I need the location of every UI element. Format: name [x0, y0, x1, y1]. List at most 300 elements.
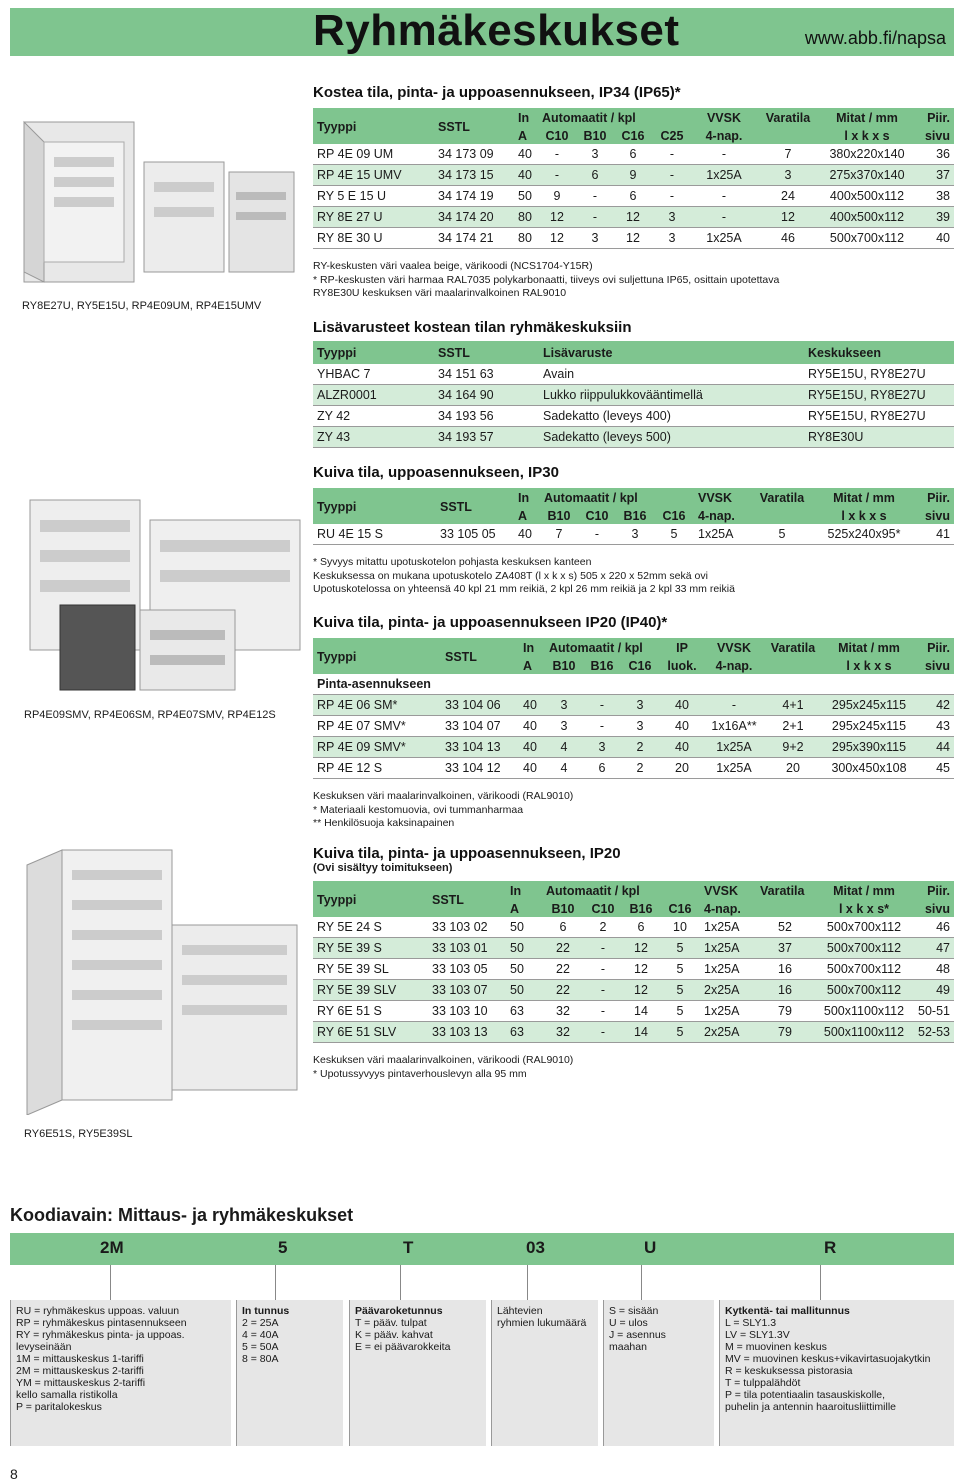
- code-box-groups: [491, 1300, 598, 1446]
- notes: [313, 790, 573, 831]
- col-mitat: Mitat / mm: [833, 883, 895, 898]
- table-cell: RY 6E 51 SLV: [313, 1022, 428, 1043]
- table-cell: 34 164 90: [434, 385, 539, 406]
- col-in-unit: A: [518, 508, 528, 523]
- table-cell: 40: [914, 228, 954, 249]
- table-cell: 500x700x112: [814, 938, 914, 959]
- table-row: [313, 716, 954, 737]
- table-cell: RY 5E 39 SLV: [313, 980, 428, 1001]
- table-cell: M = muovinen keskus: [725, 1341, 827, 1353]
- table-row: [313, 695, 954, 716]
- table-cell: P = tila potentiaalin tasauskiskolle,: [725, 1389, 886, 1401]
- table-cell: -: [652, 144, 692, 165]
- table-cell: 22: [542, 959, 584, 980]
- table-cell: 7: [540, 524, 578, 545]
- table-cell: 47: [914, 938, 954, 959]
- table-cell: 500x1100x112: [814, 1001, 914, 1022]
- table-cell: 16: [756, 959, 814, 980]
- col-in: In: [518, 490, 530, 505]
- table-cell: 40: [514, 144, 538, 165]
- table-cell: maahan: [609, 1341, 647, 1353]
- image-caption: RP4E09SMV, RP4E06SM, RP4E07SMV, RP4E12S: [24, 709, 276, 721]
- table-cell: 300x450x108: [823, 758, 915, 779]
- table-cell: ryhmien lukumäärä: [497, 1317, 587, 1329]
- table-cell: L = SLY1.3: [725, 1317, 777, 1329]
- table-cell: In tunnus: [242, 1305, 290, 1317]
- section-title: Lisävarusteet kostean tilan ryhmäkeskuksiin: [313, 319, 632, 336]
- table-cell: ALZR0001: [313, 385, 434, 406]
- table-cell: 33 103 13: [428, 1022, 506, 1043]
- col-ip: IP: [676, 640, 688, 655]
- table-cell: 34 174 19: [434, 186, 514, 207]
- table-cell: 63: [506, 1022, 542, 1043]
- table-cell: 8 = 80A: [242, 1353, 279, 1365]
- table-cell: 2 = 25A: [242, 1317, 279, 1329]
- table-cell: 33 103 10: [428, 1001, 506, 1022]
- table-cell: 3: [652, 207, 692, 228]
- table-cell: 2x25A: [700, 980, 756, 1001]
- table-cell: 2: [621, 737, 659, 758]
- table-cell: 12: [622, 959, 660, 980]
- table-row: [313, 737, 954, 758]
- table-cell: 5: [750, 524, 814, 545]
- notes: [313, 260, 779, 301]
- note-line: * Materiaali kestomuovia, ovi tummanharmaa: [313, 803, 524, 816]
- table-cell: RY5E15U, RY8E27U: [804, 364, 954, 385]
- table-cell: 1x25A: [692, 228, 756, 249]
- col-varatila: Varatila: [770, 640, 816, 655]
- table-cell: 2: [584, 917, 622, 938]
- table-cell: RP 4E 12 S: [313, 758, 441, 779]
- col-mitat-sub: l x k x s*: [838, 901, 890, 916]
- table-row: [313, 165, 954, 186]
- table-cell: U = ulos: [609, 1317, 648, 1329]
- table-cell: 20: [659, 758, 705, 779]
- code-box-main-fuse: [349, 1300, 486, 1446]
- table-cell: RP 4E 07 SMV*: [313, 716, 441, 737]
- table-cell: 3: [621, 716, 659, 737]
- table-row: [313, 917, 954, 938]
- col-in-unit: A: [523, 658, 533, 673]
- table-cell: 46: [914, 917, 954, 938]
- table-cell: 5: [660, 1022, 700, 1043]
- col-mitat-sub: l x k x s: [846, 658, 892, 673]
- table-row: [313, 758, 954, 779]
- col-piir-sub: sivu: [924, 658, 950, 673]
- col-auto-4: C16: [668, 901, 692, 916]
- col-auto-1: C10: [545, 128, 569, 143]
- notes: [313, 556, 735, 597]
- table-cell: 22: [542, 938, 584, 959]
- col-sstl: SSTL: [445, 649, 477, 664]
- table-cell: 1x25A: [692, 165, 756, 186]
- code-box-installation: [603, 1300, 714, 1446]
- table-cell: -: [584, 938, 622, 959]
- col-auto-4: C16: [662, 508, 686, 523]
- note-line: Keskuksen väri maalarinvalkoinen, värikoodi (RAL9010): [313, 790, 574, 802]
- table-cell: RP 4E 06 SM*: [313, 695, 441, 716]
- table-cell: 6: [614, 144, 652, 165]
- table-cell: RP = ryhmäkeskus pintasennukseen: [16, 1317, 187, 1329]
- table-cell: 1x25A: [700, 938, 756, 959]
- table-cell: 295x390x115: [823, 737, 915, 758]
- code-part: 2M: [100, 1238, 124, 1257]
- col-automaatit: Automaatit / kpl: [542, 110, 636, 125]
- col-sstl: SSTL: [432, 892, 464, 907]
- product-image-damp-cabinets: [14, 112, 302, 292]
- table-row: [313, 144, 954, 165]
- table-cell: 3: [545, 695, 583, 716]
- table-cell: -: [538, 144, 576, 165]
- group-row: [313, 674, 954, 695]
- product-image-dry-cabinets: [10, 480, 305, 700]
- col-vvsk-sub: 4-nap.: [705, 128, 743, 143]
- col-tyyppi: Tyyppi: [317, 649, 357, 664]
- col-auto-1: B10: [547, 508, 571, 523]
- table-cell: 295x245x115: [823, 716, 915, 737]
- code-part: T: [403, 1238, 414, 1257]
- col-automaatit: Automaatit / kpl: [544, 490, 638, 505]
- table-cell: kello samalla ristikolla: [16, 1389, 118, 1401]
- table-cell: 1x25A: [700, 1001, 756, 1022]
- table-cell: 2x25A: [700, 1022, 756, 1043]
- section-title: Kuiva tila, pinta- ja uppoasennukseen, IP20: [313, 845, 621, 862]
- table-cell: 40: [659, 737, 705, 758]
- table-cell: 34 173 09: [434, 144, 514, 165]
- table-cell: -: [576, 207, 614, 228]
- col-in: In: [510, 883, 522, 898]
- table-cell: 40: [514, 524, 540, 545]
- table-cell: 6: [614, 186, 652, 207]
- table-cell: 33 103 01: [428, 938, 506, 959]
- table-cell: 40: [519, 695, 545, 716]
- table-cell: Pinta-asennukseen: [313, 674, 954, 695]
- table-cell: 2: [621, 758, 659, 779]
- table-cell: RY 5 E 15 U: [313, 186, 434, 207]
- table-cell: 22: [542, 980, 584, 1001]
- dry-surface-ip20-ip40-table: [313, 638, 954, 779]
- table-cell: -: [652, 186, 692, 207]
- dry-flush-table: [313, 488, 954, 545]
- table-cell: 48: [914, 959, 954, 980]
- col-auto-4: C25: [660, 128, 684, 143]
- code-part: R: [824, 1238, 837, 1257]
- col-vvsk-sub: 4-nap.: [715, 658, 753, 673]
- table-cell: 500x700x112: [814, 959, 914, 980]
- col-mitat-sub: l x k x s: [844, 128, 890, 143]
- table-cell: 34 174 21: [434, 228, 514, 249]
- table-cell: 6: [542, 917, 584, 938]
- table-cell: 1x25A: [705, 758, 763, 779]
- table-cell: 12: [614, 207, 652, 228]
- table-cell: RY5E15U, RY8E27U: [804, 385, 954, 406]
- table-cell: ZY 42: [313, 406, 434, 427]
- col-auto-1: B10: [552, 658, 576, 673]
- table-cell: YM = mittauskeskus 2-tariffi: [16, 1377, 146, 1389]
- table-cell: T = tulppalähdöt: [725, 1377, 801, 1389]
- table-cell: 5: [654, 524, 694, 545]
- col-auto-3: B16: [629, 901, 653, 916]
- col-sstl: SSTL: [438, 119, 470, 134]
- table-cell: 12: [756, 207, 820, 228]
- table-cell: 16: [756, 980, 814, 1001]
- table-cell: 14: [622, 1001, 660, 1022]
- col-in: In: [523, 640, 535, 655]
- table-cell: 6: [576, 165, 614, 186]
- table-cell: 9+2: [763, 737, 823, 758]
- col-tyyppi: Tyyppi: [317, 892, 357, 907]
- note-line: * RP-keskusten väri harmaa RAL7035 polykarbonaatti, tiiveys ovi suljettuna IP65, osittain upotettava: [313, 273, 780, 286]
- page-number: 8: [10, 1466, 18, 1482]
- table-cell: -: [584, 980, 622, 1001]
- table-cell: 37: [756, 938, 814, 959]
- table-cell: -: [583, 716, 621, 737]
- col-piir: Piir.: [927, 883, 950, 898]
- table-cell: -: [584, 1001, 622, 1022]
- table-cell: 41: [914, 524, 954, 545]
- code-part: U: [644, 1238, 657, 1257]
- table-cell: -: [652, 165, 692, 186]
- damp-room-table: [313, 108, 954, 249]
- table-cell: 50: [514, 186, 538, 207]
- table-cell: 43: [915, 716, 954, 737]
- table-cell: 2+1: [763, 716, 823, 737]
- col-lisavaruste: Lisävaruste: [543, 346, 613, 360]
- table-cell: ZY 43: [313, 427, 434, 448]
- table-cell: 1M = mittauskeskus 1-tariffi: [16, 1353, 144, 1365]
- table-cell: 52: [756, 917, 814, 938]
- table-cell: 1x25A: [700, 959, 756, 980]
- table-cell: 33 103 07: [428, 980, 506, 1001]
- table-row: [313, 1001, 954, 1022]
- col-ip-sub: luok.: [667, 658, 697, 673]
- table-cell: 3: [583, 737, 621, 758]
- table-cell: 33 103 05: [428, 959, 506, 980]
- table-cell: RU 4E 15 S: [313, 524, 436, 545]
- dry-surface-ip20-table: [313, 881, 954, 1043]
- table-cell: 45: [915, 758, 954, 779]
- table-cell: 5: [660, 980, 700, 1001]
- table-cell: 3: [616, 524, 654, 545]
- code-box-model: [719, 1300, 954, 1446]
- table-cell: RY5E15U, RY8E27U: [804, 406, 954, 427]
- col-vvsk: VVSK: [706, 110, 742, 125]
- table-cell: 52-53: [914, 1022, 954, 1043]
- col-sstl: SSTL: [440, 499, 472, 514]
- col-in: In: [518, 110, 530, 125]
- table-cell: 50: [506, 980, 542, 1001]
- code-box-in: [236, 1300, 343, 1446]
- table-cell: K = pääv. kahvat: [355, 1329, 433, 1341]
- table-cell: 5: [660, 959, 700, 980]
- table-cell: 40: [514, 165, 538, 186]
- note-line: RY-keskusten väri vaalea beige, värikoodi (NCS1704-Y15R): [313, 260, 593, 272]
- page-title: Ryhmäkeskukset: [313, 6, 680, 55]
- col-varatila: Varatila: [765, 110, 811, 125]
- table-cell: 3: [576, 228, 614, 249]
- table-cell: -: [576, 186, 614, 207]
- table-cell: RY 5E 24 S: [313, 917, 428, 938]
- table-body: [313, 144, 954, 249]
- section-subtitle: (Ovi sisältyy toimitukseen): [313, 862, 453, 874]
- table-cell: 1x16A**: [705, 716, 763, 737]
- table-cell: 14: [622, 1022, 660, 1043]
- col-piir: Piir.: [927, 110, 950, 125]
- section-title: Kostea tila, pinta- ja uppoasennukseen, IP34 (IP65)*: [313, 84, 681, 101]
- table-cell: -: [584, 1022, 622, 1043]
- table-row: [313, 364, 954, 385]
- table-cell: 34 173 15: [434, 165, 514, 186]
- table-cell: RP 4E 15 UMV: [313, 165, 434, 186]
- table-cell: -: [692, 186, 756, 207]
- table-cell: 80: [514, 207, 538, 228]
- table-cell: E = ei päävarokkeita: [355, 1341, 451, 1353]
- table-cell: 32: [542, 1022, 584, 1043]
- table-cell: 500x700x112: [820, 228, 914, 249]
- table-cell: RY 5E 39 SL: [313, 959, 428, 980]
- col-auto-3: C16: [621, 128, 645, 143]
- table-cell: RY 8E 27 U: [313, 207, 434, 228]
- table-cell: 12: [538, 228, 576, 249]
- table-cell: 33 104 12: [441, 758, 519, 779]
- table-cell: levyseinään: [16, 1341, 72, 1353]
- table-cell: RY 5E 39 S: [313, 938, 428, 959]
- table-cell: 5: [660, 1001, 700, 1022]
- code-part: 5: [278, 1238, 288, 1257]
- table-row: [313, 938, 954, 959]
- table-cell: 32: [542, 1001, 584, 1022]
- table-row: [313, 427, 954, 448]
- table-cell: 34 151 63: [434, 364, 539, 385]
- col-mitat-sub: l x k x s: [841, 508, 887, 523]
- table-cell: RY 6E 51 S: [313, 1001, 428, 1022]
- col-vvsk-sub: 4-nap.: [704, 901, 741, 916]
- note-line: Keskuksessa on mukana upotuskotelo ZA408T (l x k x s) 505 x 220 x 52mm sekä ovi: [313, 569, 708, 582]
- table-cell: 33 105 05: [436, 524, 514, 545]
- table-cell: 500x700x112: [814, 917, 914, 938]
- col-auto-2: C10: [591, 901, 615, 916]
- table-row: [313, 207, 954, 228]
- table-row: [313, 385, 954, 406]
- table-cell: 33 104 06: [441, 695, 519, 716]
- table-cell: MV = muovinen keskus+vikavirtasuojakytkin: [725, 1353, 931, 1365]
- table-cell: 5 = 50A: [242, 1341, 279, 1353]
- table-cell: 38: [914, 186, 954, 207]
- table-cell: RP 4E 09 UM: [313, 144, 434, 165]
- page-header: [10, 8, 954, 56]
- col-vvsk-sub: 4-nap.: [698, 508, 735, 523]
- image-caption: RY6E51S, RY5E39SL: [24, 1128, 133, 1140]
- table-cell: 80: [514, 228, 538, 249]
- table-cell: 10: [660, 917, 700, 938]
- col-keskukseen: Keskukseen: [808, 346, 881, 360]
- col-in-unit: A: [518, 128, 528, 143]
- table-cell: RP 4E 09 SMV*: [313, 737, 441, 758]
- col-tyyppi: Tyyppi: [317, 119, 357, 134]
- table-row: [313, 406, 954, 427]
- section-title: Kuiva tila, uppoasennukseen, IP30: [313, 464, 559, 481]
- table-cell: 50: [506, 938, 542, 959]
- col-automaatit: Automaatit / kpl: [549, 640, 643, 655]
- table-cell: 37: [914, 165, 954, 186]
- col-varatila: Varatila: [760, 883, 805, 898]
- col-piir: Piir.: [927, 640, 950, 655]
- table-cell: 24: [756, 186, 820, 207]
- table-row: [313, 1022, 954, 1043]
- table-row: [313, 980, 954, 1001]
- table-cell: RU = ryhmäkeskus uppoas. valuun: [16, 1305, 180, 1317]
- note-line: ** Henkilösuoja kaksinapainen: [313, 817, 455, 829]
- table-cell: -: [705, 695, 763, 716]
- table-cell: puhelin ja antennin haaroitusliittimille: [725, 1401, 897, 1413]
- table-cell: 7: [756, 144, 820, 165]
- table-cell: 275x370x140: [820, 165, 914, 186]
- table-cell: -: [692, 207, 756, 228]
- table-cell: Sadekatto (leveys 400): [539, 406, 804, 427]
- note-line: * Upotussyvyys pintaverhouslevyn alla 95 mm: [313, 1067, 527, 1080]
- table-cell: 79: [756, 1001, 814, 1022]
- table-cell: 500x1100x112: [814, 1022, 914, 1043]
- table-cell: 3: [756, 165, 820, 186]
- table-cell: 3: [652, 228, 692, 249]
- col-auto-3: C16: [628, 658, 652, 673]
- col-auto-2: C10: [585, 508, 609, 523]
- table-row: [313, 959, 954, 980]
- code-key-bar: [10, 1233, 954, 1265]
- table-cell: Kytkentä- tai mallitunnus: [725, 1305, 850, 1317]
- table-cell: P = paritalokeskus: [16, 1401, 102, 1413]
- col-piir-sub: sivu: [924, 901, 950, 916]
- table-cell: Sadekatto (leveys 500): [539, 427, 804, 448]
- table-cell: 33 104 13: [441, 737, 519, 758]
- table-cell: 40: [659, 716, 705, 737]
- note-line: * Syvyys mitattu upotuskotelon pohjasta keskuksen kanteen: [313, 556, 592, 568]
- table-cell: -: [583, 695, 621, 716]
- table-cell: 1x25A: [694, 524, 750, 545]
- table-cell: -: [584, 959, 622, 980]
- table-cell: 34 193 57: [434, 427, 539, 448]
- table-cell: S = sisään: [609, 1305, 659, 1317]
- section-title: Kuiva tila, pinta- ja uppoasennukseen IP20 (IP40)*: [313, 614, 668, 631]
- col-auto-2: B10: [583, 128, 607, 143]
- table-cell: 6: [622, 917, 660, 938]
- table-cell: LV = SLY1.3V: [725, 1329, 790, 1341]
- table-cell: 1x25A: [705, 737, 763, 758]
- table-cell: 9: [538, 186, 576, 207]
- table-cell: 40: [519, 758, 545, 779]
- table-cell: 63: [506, 1001, 542, 1022]
- table-cell: J = asennus: [609, 1329, 666, 1341]
- product-image-surface-cabinets: [22, 845, 307, 1115]
- note-line: RY8E30U keskuksen väri maalarinvalkoinen RAL9010: [313, 287, 567, 299]
- col-varatila: Varatila: [759, 490, 805, 505]
- table-cell: 12: [614, 228, 652, 249]
- table-cell: 12: [538, 207, 576, 228]
- table-cell: 380x220x140: [820, 144, 914, 165]
- col-auto-1: B10: [551, 901, 575, 916]
- col-tyyppi: Tyyppi: [317, 499, 357, 514]
- table-cell: 33 103 02: [428, 917, 506, 938]
- table-row: [313, 228, 954, 249]
- website-link[interactable]: www.abb.fi/napsa: [804, 28, 946, 48]
- col-piir-sub: sivu: [924, 508, 950, 523]
- table-cell: 4 = 40A: [242, 1329, 279, 1341]
- table-cell: -: [578, 524, 616, 545]
- col-auto-3: B16: [623, 508, 647, 523]
- table-cell: 295x245x115: [823, 695, 915, 716]
- table-cell: RY = ryhmäkeskus pinta- ja uppoas.: [16, 1329, 185, 1341]
- table-cell: 42: [915, 695, 954, 716]
